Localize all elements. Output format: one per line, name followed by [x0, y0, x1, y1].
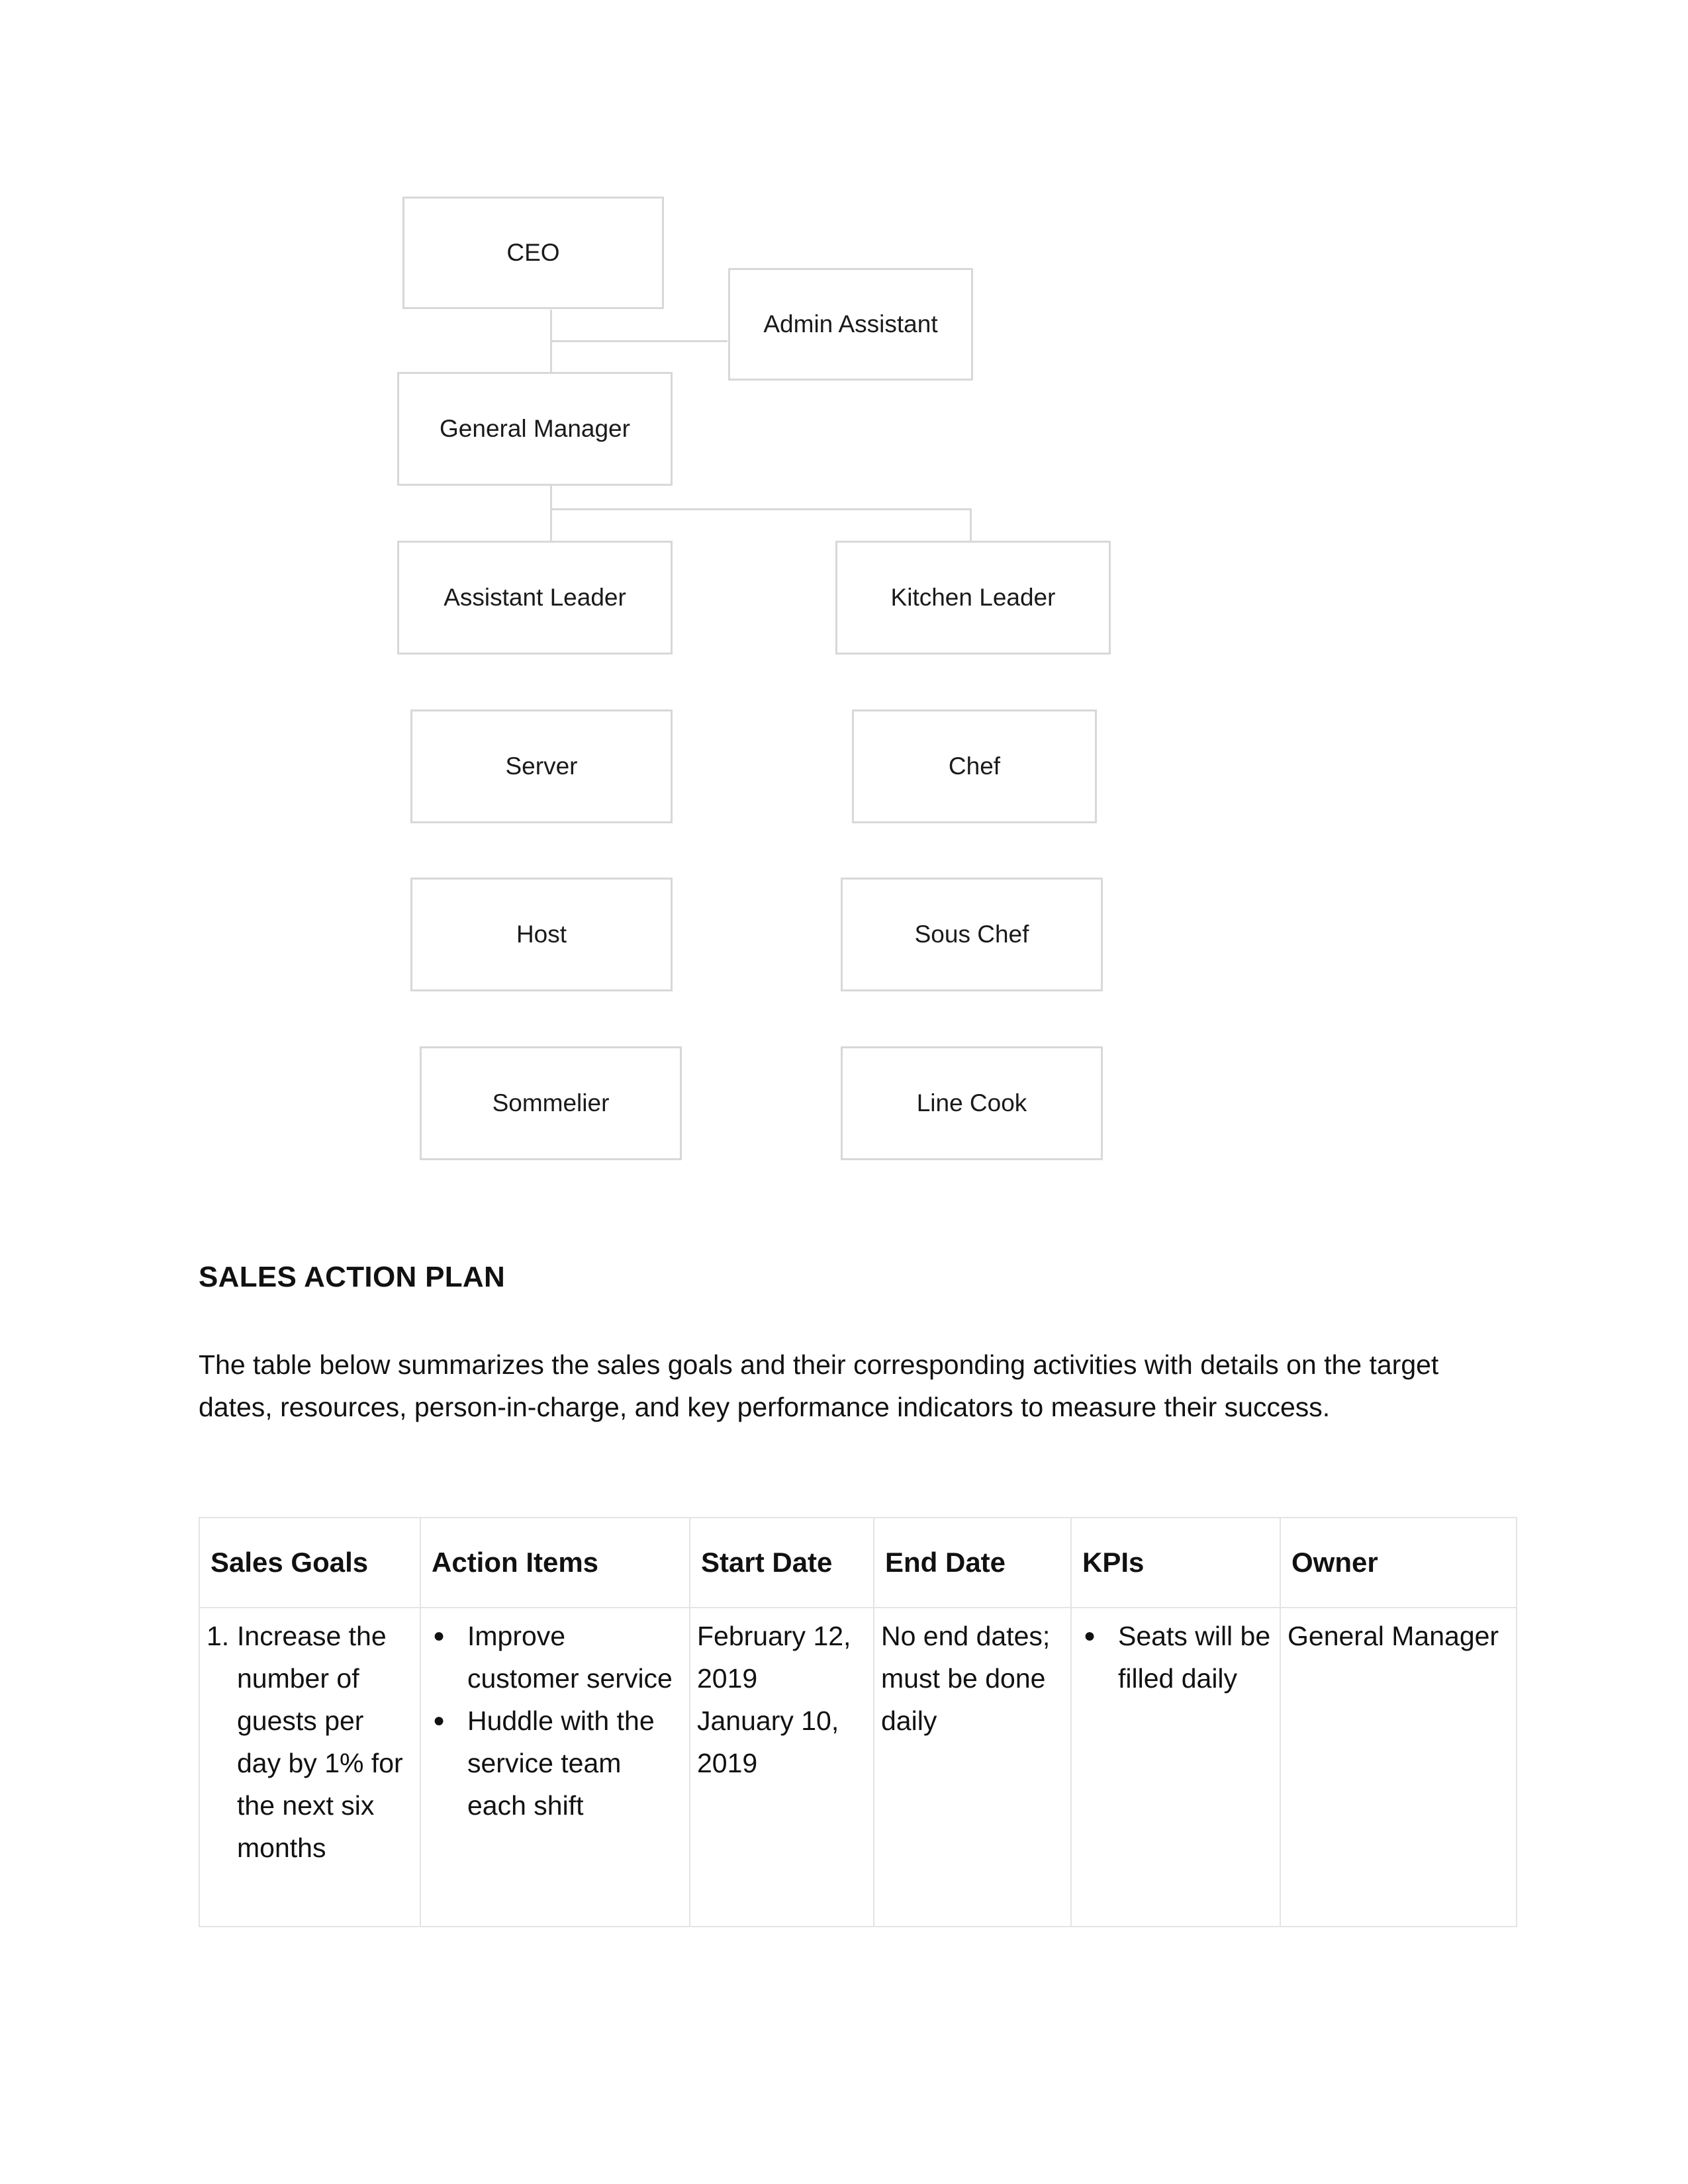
org-label: Admin Assistant [763, 310, 938, 338]
org-label: General Manager [440, 415, 630, 442]
header-end-date: End Date [874, 1518, 1071, 1608]
org-box-admin-assistant [728, 268, 973, 381]
org-label: Assistant Leader [444, 584, 626, 611]
cell-owner [1280, 1608, 1517, 1927]
org-box-sommelier [420, 1046, 682, 1160]
connector-admin [550, 340, 727, 342]
header-action-items: Action Items [420, 1518, 690, 1608]
org-box-server [410, 709, 673, 823]
org-box-sous-chef [841, 878, 1103, 991]
org-label: Host [516, 921, 567, 948]
start-date-1: February 12, 2019 [697, 1621, 851, 1694]
org-label: Sommelier [492, 1089, 610, 1116]
cell-end-date [874, 1608, 1071, 1927]
org-label: Kitchen Leader [890, 584, 1056, 611]
goal-number: 1. [207, 1621, 230, 1651]
connector-gm-down [550, 485, 552, 542]
org-box-kitchen-leader [835, 541, 1111, 655]
org-label: Sous Chef [914, 921, 1029, 948]
connector-gm-branch [550, 508, 971, 510]
section-title: SALES ACTION PLAN [199, 1261, 506, 1293]
cell-start-date [690, 1608, 874, 1927]
header-owner: Owner [1280, 1518, 1517, 1608]
bullet-icon: ● [433, 1709, 445, 1731]
org-label: CEO [506, 239, 560, 266]
org-box-host [410, 878, 673, 991]
goal-text: Increase the number of guests per day by 1% for the next six months [237, 1621, 403, 1863]
table-row [199, 1608, 1517, 1927]
list-item [1078, 1615, 1273, 1700]
org-box-assistant-leader [397, 541, 673, 655]
org-label: Server [505, 752, 578, 780]
header-sales-goals: Sales Goals [199, 1518, 420, 1608]
org-box-ceo [402, 197, 664, 309]
connector-kitchen [970, 508, 972, 542]
action-item-text: Huddle with the service team each shift [467, 1706, 655, 1821]
org-box-general-manager [397, 372, 673, 486]
bullet-icon: ● [1084, 1625, 1096, 1647]
section-intro: The table below summarizes the sales goals and their corresponding activities with details on the target dates, resources, person-in-charge, and key performance indicators to measure their success. [199, 1349, 1439, 1422]
org-label: Chef [948, 752, 1001, 780]
kpi-text: Seats will be filled daily [1118, 1621, 1271, 1694]
org-label: Line Cook [916, 1089, 1027, 1116]
end-date-text: No end dates; must be done daily [881, 1621, 1051, 1736]
list-item [428, 1700, 682, 1827]
org-box-line-cook [841, 1046, 1103, 1160]
sales-action-plan-table [199, 1517, 1517, 1927]
header-start-date: Start Date [690, 1518, 874, 1608]
action-item-text: Improve customer service [467, 1621, 673, 1694]
start-date-2: January 10, 2019 [697, 1706, 839, 1778]
cell-kpis [1071, 1608, 1280, 1927]
bullet-icon: ● [433, 1625, 445, 1647]
cell-action-items [420, 1608, 690, 1927]
header-kpis: KPIs [1071, 1518, 1280, 1608]
owner-text: General Manager [1288, 1621, 1499, 1651]
table-header-row [199, 1518, 1517, 1608]
cell-sales-goal [199, 1608, 420, 1927]
org-box-chef [852, 709, 1097, 823]
list-item [428, 1615, 682, 1700]
